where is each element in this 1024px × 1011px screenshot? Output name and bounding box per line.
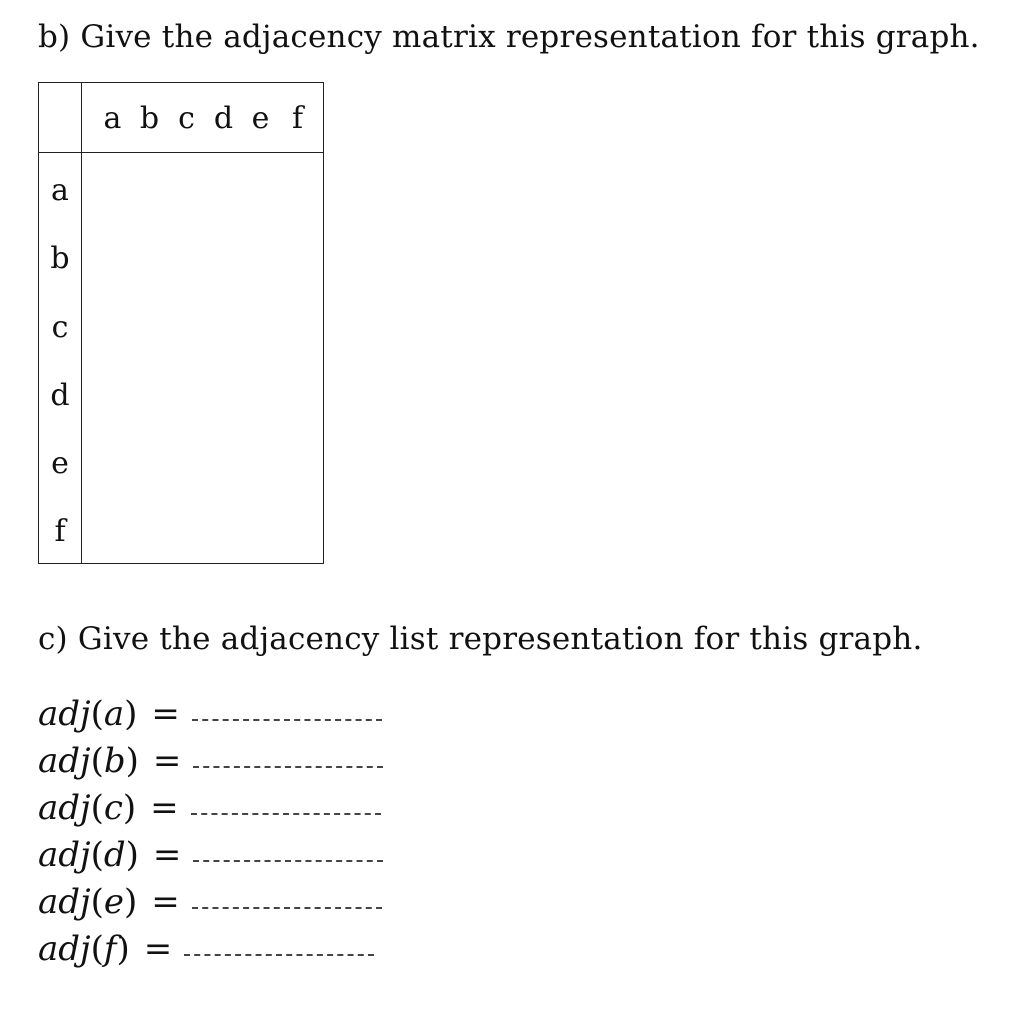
equals-sign: = — [152, 741, 182, 781]
equals-sign: = — [152, 835, 182, 875]
equals-sign: = — [150, 788, 179, 828]
column-header: b — [139, 101, 160, 136]
adjacency-list-item — [38, 927, 383, 974]
adjacency-list-item — [38, 880, 383, 927]
column-header: d — [213, 101, 234, 136]
row-header: f — [54, 514, 66, 549]
adj-expression: adj(d) — [38, 835, 139, 875]
answer-blank[interactable] — [184, 953, 374, 956]
column-header: a — [103, 101, 122, 136]
adjacency-list-item — [38, 692, 383, 739]
adjacency-list-item — [38, 833, 383, 880]
row-header: c — [51, 310, 69, 345]
column-header: f — [291, 101, 304, 136]
adj-expression: adj(f) — [38, 929, 130, 969]
answer-blank[interactable] — [191, 812, 381, 815]
answer-blank[interactable] — [192, 906, 382, 909]
adj-expression: adj(c) — [38, 788, 137, 828]
adjacency-matrix-table — [38, 82, 324, 564]
adjacency-list-item — [38, 739, 383, 786]
adjacency-list — [38, 692, 383, 974]
matrix-row-header-divider — [81, 83, 82, 563]
adj-expression: adj(a) — [38, 694, 138, 734]
row-header: b — [50, 241, 70, 276]
answer-blank[interactable] — [192, 718, 382, 721]
answer-blank[interactable] — [193, 765, 383, 768]
adj-expression: adj(e) — [38, 882, 138, 922]
adj-expression: adj(b) — [38, 741, 139, 781]
row-header: a — [51, 173, 69, 208]
matrix-column-headers — [94, 101, 316, 137]
part-b-heading: b) Give the adjacency matrix representation for this graph. — [38, 19, 980, 55]
equals-sign: = — [151, 882, 180, 922]
row-header: d — [50, 378, 70, 413]
row-header: e — [51, 446, 69, 481]
matrix-column-header-divider — [39, 152, 323, 153]
column-header: e — [251, 101, 270, 136]
equals-sign: = — [143, 929, 173, 969]
adjacency-list-item — [38, 786, 383, 833]
column-header: c — [178, 101, 195, 136]
part-c-heading: c) Give the adjacency list representation for this graph. — [38, 621, 923, 657]
equals-sign: = — [151, 694, 180, 734]
answer-blank[interactable] — [193, 859, 383, 862]
